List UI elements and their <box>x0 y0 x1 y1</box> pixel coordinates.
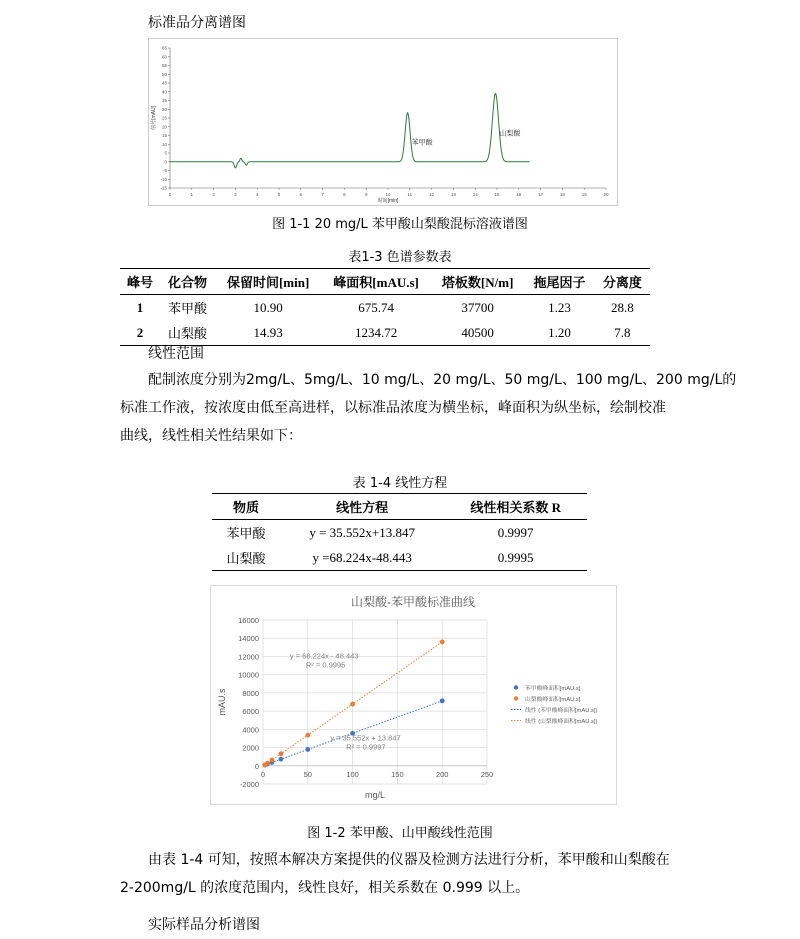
paragraph-line: 曲线，线性相关性结果如下： <box>120 428 302 444</box>
chart-annotation-r2: R² = 0.9995 <box>305 660 346 670</box>
chromatogram-x-tick-label: 5 <box>277 192 281 197</box>
chart-point <box>440 640 445 645</box>
chromatogram-x-tick-label: 14 <box>472 192 478 197</box>
table-cell: 28.8 <box>611 299 634 315</box>
table-cell: y = 35.552x+13.847 <box>309 524 415 540</box>
table-cell: 苯甲酸 <box>226 526 266 541</box>
table-1-3-title: 表1-3 色谱参数表 <box>348 250 452 265</box>
chromatogram-y-tick-label: 40 <box>161 89 167 95</box>
chromatogram-y-tick-label: 50 <box>161 71 167 77</box>
table-cell: 675.74 <box>358 299 394 315</box>
chromatogram-y-tick-label: -10 <box>160 176 167 182</box>
chart-point <box>305 733 310 738</box>
table-cell: 1 <box>136 299 144 315</box>
chart-xlabel: mg/L <box>364 790 386 800</box>
chart-x-tick-label: 150 <box>391 769 404 779</box>
chromatogram-x-tick-label: 7 <box>321 192 324 197</box>
chromatogram-frame <box>149 39 618 206</box>
col-header: 塔板数[N/m] <box>431 269 524 295</box>
section-heading-linearity: 线性范围 <box>148 346 204 362</box>
table-cell: 7.8 <box>614 324 631 340</box>
chromatogram-x-tick-label: 9 <box>364 192 368 197</box>
chromatogram-x-tick-label: 11 <box>407 192 413 197</box>
chromatogram-ylabel: 信号[mAU] <box>151 106 157 130</box>
table-header-row <box>120 269 650 295</box>
table-cell: 1.23 <box>548 299 571 315</box>
chart-annotation-r2: R² = 0.9997 <box>346 742 386 752</box>
chart-point <box>279 757 284 762</box>
legend-entry: 山梨酸峰面积[mAU.s] <box>525 697 581 703</box>
chart-x-tick-label: 100 <box>346 769 359 779</box>
table-row <box>120 320 650 346</box>
figure-1-2-caption: 图 1-2 苯甲酸、山甲酸线性范围 <box>307 826 493 841</box>
table-cell: 0.9995 <box>497 549 534 565</box>
paragraph-2 <box>120 846 680 902</box>
chromatogram-x-tick-label: 4 <box>255 192 259 197</box>
chromatogram-x-tick-label: 16 <box>516 192 522 197</box>
chart-y-tick-label: 0 <box>254 761 259 771</box>
table-cell: 40500 <box>461 324 494 340</box>
chart-ylabel: mAU.s <box>217 688 227 716</box>
chromatogram-x-tick-label: 20 <box>603 192 609 197</box>
chart-gridlines <box>260 620 487 784</box>
chromatogram-y-tick-label: 65 <box>161 45 167 51</box>
standard-curve-chart <box>210 585 617 805</box>
chromatogram-x-tick-label: 15 <box>494 192 500 197</box>
chromatogram-x-tick-label: 0 <box>168 192 172 197</box>
table-row <box>120 295 650 321</box>
chart-y-tick-label: 16000 <box>238 616 259 625</box>
chromatogram-y-tick-label: 55 <box>161 63 167 68</box>
chart-point <box>440 698 445 703</box>
chart-point <box>279 751 284 756</box>
col-header: 线性方程 <box>280 494 444 520</box>
chromatogram-x-tick-label: 10 <box>385 192 391 197</box>
table-1-4 <box>212 493 587 571</box>
col-header: 峰号 <box>120 269 160 295</box>
col-header: 线性相关系数 R <box>444 494 587 520</box>
table-1-4-title: 表 1-4 线性方程 <box>352 476 448 491</box>
col-header: 化合物 <box>160 269 215 295</box>
chart-y-tick-label: 2000 <box>242 743 259 753</box>
chromatogram-x-tick-label: 1 <box>190 192 194 197</box>
col-header: 拖尾因子 <box>524 269 594 295</box>
table-cell: 山梨酸 <box>226 551 266 566</box>
chromatogram-y-tick-label: 20 <box>161 124 167 130</box>
chart-y-tick-label: 6000 <box>242 707 259 717</box>
chromatogram-y-tick-label: 60 <box>161 54 167 60</box>
table-cell: 0.9997 <box>497 524 534 540</box>
chart-annotation-equation: y = 68.224x - 48.443 <box>289 651 359 661</box>
chromatogram-y-tick-label: -15 <box>160 185 167 191</box>
chart-x-tick-label: 0 <box>260 769 266 779</box>
chart-legend <box>511 684 598 725</box>
chromatogram-x-tick-label: 12 <box>429 192 435 197</box>
col-header: 峰面积[mAU.s] <box>321 269 431 295</box>
paragraph-line: 标准工作液，按浓度由低至高进样，以标准品浓度为横坐标，峰面积为纵坐标，绘制校准 <box>120 400 666 416</box>
chart-x-tick-label: 200 <box>435 769 449 779</box>
table-cell: y =68.224x-48.443 <box>312 549 412 565</box>
table-cell: 苯甲酸 <box>168 301 208 316</box>
legend-marker <box>514 685 518 689</box>
chromatogram-x-tick-label: 3 <box>234 192 237 197</box>
section-heading-std: 标准品分离谱图 <box>148 15 246 31</box>
chromatogram-x-tick-label: 13 <box>450 192 456 197</box>
legend-marker <box>514 696 518 700</box>
chart-y-tick-label: 14000 <box>238 634 259 644</box>
chromatogram-y-tick-label: 25 <box>161 115 167 121</box>
chart-point <box>350 702 355 707</box>
chromatogram-y-tick-label: -5 <box>162 168 167 173</box>
chromatogram-y-tick-label: 15 <box>161 133 167 138</box>
chromatogram-y-tick-label: 30 <box>161 106 167 112</box>
table-cell: 2 <box>136 324 144 340</box>
peak2-label: 山梨酸 <box>499 130 521 138</box>
chart-y-tick-label: -2000 <box>239 780 259 789</box>
chart-x-tick-label: 250 <box>480 769 494 779</box>
table-cell: 10.90 <box>253 299 283 315</box>
chart-point <box>265 761 270 766</box>
chart-x-tick-label: 50 <box>303 769 312 779</box>
table-cell: 1.20 <box>548 324 571 340</box>
chromatogram-xlabel: 时间[min] <box>377 198 399 204</box>
chromatogram-y-tick-label: 10 <box>161 141 167 147</box>
chromatogram-y-tick-label: 45 <box>161 80 167 86</box>
table-cell: 14.93 <box>253 324 283 340</box>
table-row <box>212 545 587 571</box>
col-header: 分离度 <box>595 269 650 295</box>
table-1-3 <box>120 268 650 346</box>
paragraph-line: 配制浓度分别为2mg/L、5mg/L、10 mg/L、20 mg/L、50 mg/L、100 mg/L、200 mg/L的 <box>148 372 737 388</box>
chromatogram-figure <box>148 38 618 206</box>
col-header: 保留时间[min] <box>215 269 321 295</box>
legend-entry: 线性 (山梨酸峰面积[mAU.s]) <box>525 719 598 725</box>
paragraph-line: 2-200mg/L 的浓度范围内，线性良好，相关系数在 0.999 以上。 <box>120 880 530 896</box>
section-heading-sample: 实际样品分析谱图 <box>148 917 260 933</box>
table-header-row <box>212 494 587 520</box>
table-row <box>212 520 587 546</box>
paragraph-line: 由表 1-4 可知，按照本解决方案提供的仪器及检测方法进行分析，苯甲酸和山梨酸在 <box>148 852 670 868</box>
chromatogram-y-tick-label: 35 <box>161 98 167 103</box>
chart-x-ticks <box>261 770 493 779</box>
chromatogram-x-tick-label: 18 <box>559 192 565 197</box>
chart-point <box>270 758 275 763</box>
legend-entry: 线性 (苯甲酸峰面积[mAU.s]) <box>525 708 598 714</box>
table-cell: 山梨酸 <box>168 326 208 341</box>
chart-y-tick-label: 12000 <box>238 652 259 662</box>
table-cell: 1234.72 <box>354 324 398 340</box>
chromatogram-x-tick-label: 8 <box>343 192 346 197</box>
chart-y-tick-label: 10000 <box>238 670 259 680</box>
figure-1-1-caption: 图 1-1 20 mg/L 苯甲酸山梨酸混标溶液谱图 <box>272 217 528 232</box>
chart-title: 山梨酸-苯甲酸标准曲线 <box>351 595 475 609</box>
chart-y-ticks <box>238 616 259 789</box>
chart-annotation-equation: y = 35.552x + 13.847 <box>330 733 401 743</box>
chromatogram-x-tick-label: 19 <box>581 192 587 197</box>
chromatogram-y-tick-label: 0 <box>164 159 167 165</box>
legend-entry: 苯甲酸峰面积[mAU.s] <box>525 686 581 692</box>
col-header: 物质 <box>212 494 280 520</box>
chromatogram-x-tick-label: 2 <box>212 192 215 197</box>
table-cell: 37700 <box>461 299 494 315</box>
chart-point <box>305 747 310 752</box>
chart-y-tick-label: 4000 <box>242 725 259 735</box>
paragraph-1 <box>120 366 737 450</box>
chromatogram-y-tick-label: 5 <box>164 150 167 156</box>
chromatogram-x-tick-label: 6 <box>299 192 303 197</box>
peak1-label: 苯甲酸 <box>411 139 433 147</box>
chromatogram-x-tick-label: 17 <box>538 192 544 197</box>
chart-y-tick-label: 8000 <box>242 688 259 698</box>
